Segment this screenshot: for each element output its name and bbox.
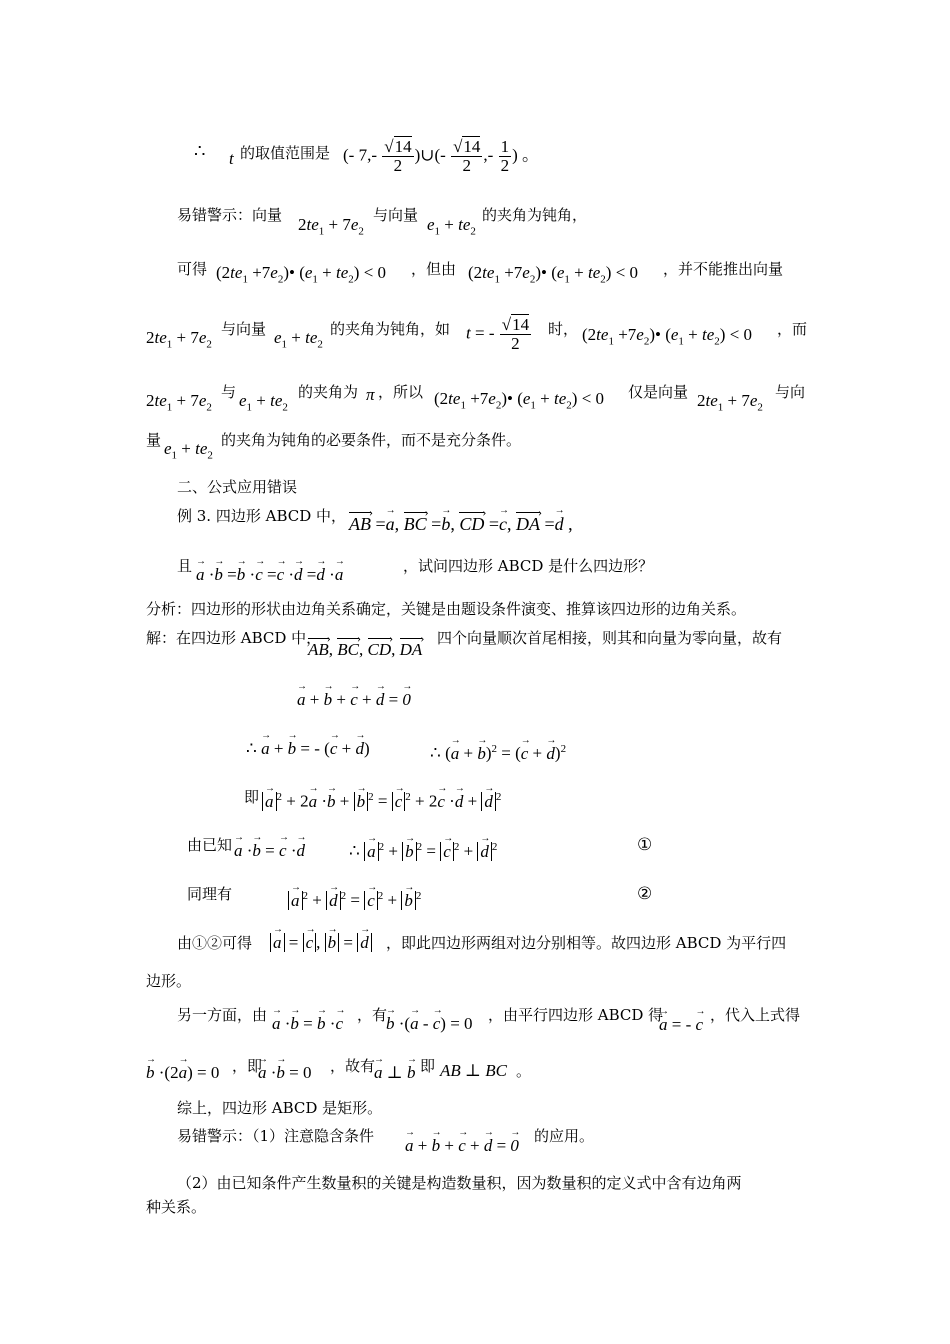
sum-equation: → a + → b + → c + → d = → 0 — [297, 689, 411, 711]
vector-definitions: AB › =→ a, BC › =→ b, CD › =→ c, DA › =→ d , — [349, 513, 573, 535]
line-4-c: 时， — [548, 320, 579, 338]
b-dot-2a: → b ·(2→ a) = 0 — [146, 1062, 219, 1084]
line-5-b: 的夹角为 — [298, 383, 359, 401]
line-8-a: 且 — [177, 557, 193, 575]
note-2-cont: 种关系。 — [146, 1198, 207, 1216]
warning-2-a: 易错警示：（1）注意隐含条件 — [177, 1127, 375, 1145]
equation-therefore-1: ∴ → a + → b = - (→ c + → d) — [246, 738, 370, 760]
line-17-a: 另一方面，由 — [177, 1006, 268, 1024]
vector-expr: $2te_1 + 7e_2$ — [146, 391, 212, 414]
line-18-d: 。 — [516, 1062, 532, 1080]
a-eq-neg-c: → a = - → c — [659, 1014, 703, 1036]
line-8-b: ，试问四边形 ABCD 是什么四边形？ — [403, 557, 654, 575]
line-17-b: ，有 — [357, 1006, 388, 1024]
equal-dot-products: → a ·→ b =→ b ·→ c =→ c ·→ d =→ d ·→ a — [196, 564, 343, 586]
line-18-a: ，即 — [232, 1057, 263, 1075]
range-formula: (- 7,- $\frac{√14}{2}$ )∪(- $\frac{√14}{2}$ ,- $\frac{1}{2}$ ) 。 — [343, 137, 539, 175]
line-18-c: 即 — [420, 1057, 436, 1075]
vector-expr: $e_1 + te_2$ — [239, 391, 288, 414]
line-5-a: 与 — [221, 383, 237, 401]
line-17-c: ，由平行四边形 ABCD 得 — [488, 1006, 664, 1024]
known-equation: → a ·→ b = → c ·→ d — [234, 840, 305, 862]
solution-a: 解：在四边形 ABCD 中， — [146, 629, 322, 647]
warning-line-2-a: 易错警示：向量 — [177, 206, 283, 224]
dot-ab-eq-bc: → a ·→ b = → b ·→ c — [272, 1013, 343, 1035]
vector-expr: $2te_1 + 7e_2$ — [298, 215, 364, 238]
line-18-b: ，故有 — [330, 1057, 376, 1075]
vector-expr: $e_1 + te_2$ — [427, 215, 476, 238]
warning-line-2-b: 与向量 — [373, 206, 419, 224]
equation-therefore-2: ∴ (→ a + → b)$^2$ = (→ c + → d)$^2$ — [430, 738, 566, 765]
circle-1: ① — [637, 835, 653, 855]
vector-expr: $e_1 + te_2$ — [164, 439, 213, 462]
warning-2-b: 的应用。 — [534, 1127, 595, 1145]
t-value: t = - $\frac{√14}{2}$ — [466, 315, 530, 353]
b-dot-diff: → b ·(→ a - → c) = 0 — [386, 1013, 473, 1035]
vector-expr: $2te_1 + 7e_2$ — [697, 391, 763, 414]
known-label: 由已知 — [187, 836, 233, 854]
ab-perp-bc: AB ⊥ BC — [440, 1061, 508, 1080]
dot-product-expr: ($2te_1$ $+7e_2)•$ $(e_1 + te_2) < 0$ — [216, 263, 387, 286]
summary: 综上，四边形 ABCD 是矩形。 — [177, 1099, 383, 1117]
line-3-c: ，并不能推出向量 — [663, 260, 784, 278]
line-17-d: ，代入上式得 — [710, 1006, 801, 1024]
line-6-b: 的夹角为钝角的必要条件，而不是充分条件。 — [221, 431, 522, 449]
line-15-b: ，即此四边形两组对边分别相等。故四边形 ABCD 为平行四 — [386, 934, 787, 952]
equation-1: ∴ → a $^2$ + → b $^2$ = → c $^2$ + → d $^2$ — [349, 836, 497, 863]
a-perp-b: → a ⊥ → b — [374, 1062, 416, 1084]
line-5-e: 与向 — [775, 383, 806, 401]
vector-list: AB ›, BC ›, CD ›, DA › — [308, 639, 422, 661]
magnitude-equalities: → a = → c , → b = → d — [270, 932, 372, 954]
example-3-title: 例 3. 四边形 ABCD 中， — [177, 507, 347, 525]
therefore-symbol: ∴ — [194, 141, 206, 162]
dot-product-expr: ($2te_1$ $+7e_2)•$ $(e_1 + te_2) < 0$ — [468, 263, 639, 286]
line-16: 边形。 — [146, 972, 192, 990]
circle-2: ② — [637, 884, 653, 904]
line-4-a: 与向量 — [221, 320, 267, 338]
pi-symbol: π — [366, 385, 375, 404]
line-6-a: 量 — [146, 431, 162, 449]
note-2: （2）由已知条件产生数量积的关键是构造数量积，因为数量积的定义式中含有边角两 — [177, 1174, 742, 1192]
implicit-condition: → a + → b + → c + → d = → 0 — [405, 1135, 519, 1157]
dot-product-expr: ($2te_1$ $+7e_2)•$ $(e_1 + te_2) < 0$ — [582, 325, 753, 348]
expanded-equation: → a $^2$ + 2→ a ·→ b + → b $^2$ = → c $^2$ + 2→ c ·→ d + → d $^2$ — [262, 786, 501, 813]
dot-product-expr: ($2te_1$ $+7e_2)•$ $(e_1 + te_2) < 0$ — [434, 389, 605, 412]
vector-expr: $2te_1 + 7e_2$ — [146, 328, 212, 351]
line-4-d: ，而 — [777, 320, 808, 338]
section-heading: 二、公式应用错误 — [177, 478, 298, 496]
warning-line-2-c: 的夹角为钝角， — [482, 206, 588, 224]
solution-b: 四个向量顺次首尾相接，则其和向量为零向量，故有 — [437, 629, 783, 647]
line-5-c: ，所以 — [378, 383, 424, 401]
line-5-d: 仅是向量 — [628, 383, 689, 401]
line-15-a: 由①②可得 — [177, 934, 253, 952]
a-dot-b-zero: → a ·→ b = 0 — [258, 1062, 312, 1084]
line-4-b: 的夹角为钝角，如 — [330, 320, 451, 338]
line-3-a: 可得 — [177, 260, 208, 278]
vector-expr: $e_1 + te_2$ — [274, 328, 323, 351]
line-3-b: ，但由 — [411, 260, 457, 278]
similarly-label: 同理有 — [187, 885, 233, 903]
analysis-text: 分析：四边形的形状由边角关系确定，关键是由题设条件演变、推算该四边形的边角关系。 — [146, 600, 747, 618]
math-t: t — [229, 149, 234, 168]
range-text: 的取值范围是 — [240, 144, 331, 162]
ji-label: 即 — [244, 788, 260, 806]
equation-2: → a $^2$ + → d $^2$ = → c $^2$ + → b $^2$ — [288, 885, 421, 912]
